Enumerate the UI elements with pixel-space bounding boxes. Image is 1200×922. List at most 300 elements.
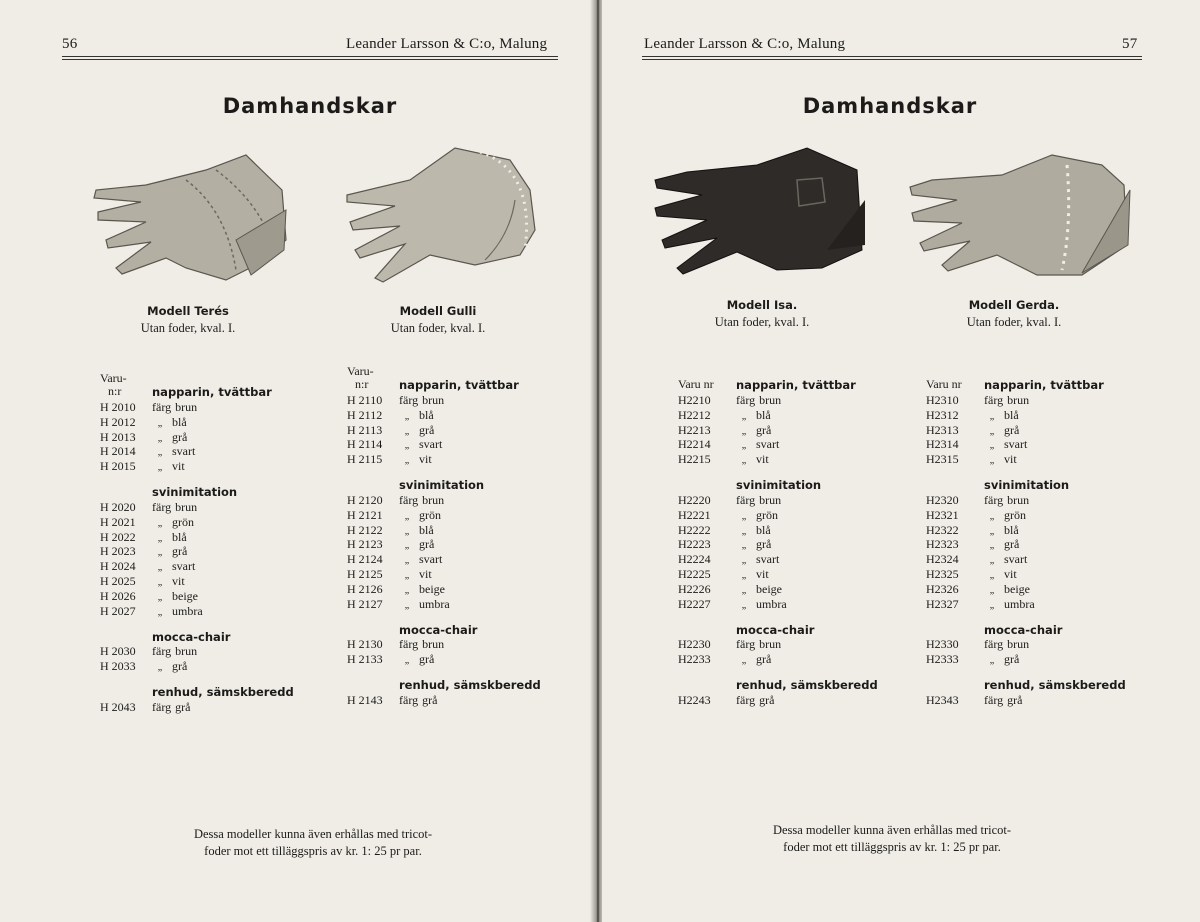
left-page — [0, 0, 596, 922]
color-prefix: färg — [736, 393, 756, 407]
item-number: H 2143 — [347, 692, 383, 707]
section-heading — [347, 621, 547, 637]
color-prefix: „ — [741, 655, 747, 667]
footnote-line: foder mot ett tilläggspris av kr. 1: 25 pr par. — [204, 844, 422, 858]
color-prefix: „ — [989, 555, 995, 567]
list-item — [347, 637, 547, 652]
list-item — [347, 652, 547, 667]
color-prefix: färg — [152, 400, 172, 414]
list-item — [926, 393, 1126, 408]
color-value: svart — [756, 552, 780, 567]
item-number: H2330 — [926, 637, 959, 652]
item-color — [984, 493, 1029, 508]
section-heading — [100, 484, 300, 500]
list-item — [347, 452, 547, 467]
list-item — [678, 408, 878, 423]
item-number: H2226 — [678, 581, 711, 596]
item-number: H 2115 — [347, 452, 383, 467]
item-number: H 2133 — [347, 652, 383, 667]
color-value: vit — [172, 459, 185, 474]
list-item — [678, 452, 878, 467]
item-number: H 2024 — [100, 559, 136, 574]
item-number-header-line: Varu nr — [678, 377, 714, 391]
item-color — [736, 393, 781, 408]
color-prefix: „ — [989, 425, 995, 437]
color-value: brun — [175, 644, 198, 659]
color-prefix: färg — [984, 393, 1004, 407]
item-number: H 2026 — [100, 588, 136, 603]
item-number: H2215 — [678, 452, 711, 467]
item-color — [152, 644, 197, 659]
section-heading — [926, 677, 1126, 693]
color-prefix: „ — [157, 432, 163, 444]
section-heading — [347, 365, 547, 393]
list-item — [926, 508, 1126, 523]
header-rule — [642, 59, 1142, 60]
color-value: blå — [172, 414, 187, 429]
right-page — [602, 0, 1200, 922]
list-item — [678, 552, 878, 567]
list-item — [678, 567, 878, 582]
item-number: H2210 — [678, 393, 711, 407]
item-color — [736, 493, 781, 508]
color-prefix: „ — [157, 417, 163, 429]
item-number-header — [678, 378, 714, 391]
list-item — [926, 452, 1126, 467]
color-value: svart — [172, 444, 196, 459]
item-color — [736, 452, 769, 469]
list-item — [926, 552, 1126, 567]
material-name: napparin, tvättbar — [152, 385, 272, 400]
item-color — [152, 400, 197, 415]
color-value: umbra — [756, 596, 787, 611]
color-prefix: „ — [404, 584, 410, 596]
color-prefix: „ — [157, 447, 163, 459]
color-value: grön — [756, 507, 778, 522]
color-prefix: „ — [157, 606, 163, 618]
list-item — [347, 693, 547, 708]
item-number: H 2043 — [100, 699, 136, 714]
material-name: renhud, sämskberedd — [984, 678, 1126, 693]
color-value: umbra — [1004, 596, 1035, 611]
item-number-header-line: n:r — [355, 377, 369, 391]
list-item — [347, 393, 547, 408]
color-value: brun — [1007, 492, 1030, 507]
color-value: blå — [419, 522, 434, 537]
footnote-line: Dessa modeller kunna även erhållas med tricot- — [193, 827, 433, 841]
item-color — [399, 637, 444, 652]
color-prefix: färg — [152, 499, 172, 514]
section-heading — [100, 628, 300, 644]
section-heading — [347, 677, 547, 693]
color-value: vit — [1004, 566, 1017, 581]
color-value: vit — [172, 573, 185, 588]
page-title: Damhandskar — [802, 94, 978, 118]
footnote-line: foder mot ett tilläggspris av kr. 1: 25 pr par. — [783, 840, 1001, 854]
item-number-header-line: Varu- — [347, 364, 374, 378]
item-number: H2233 — [678, 652, 711, 667]
section-heading — [100, 372, 300, 400]
color-value: brun — [422, 492, 445, 507]
item-number: H2225 — [678, 566, 711, 581]
item-color — [399, 652, 434, 669]
item-color — [984, 693, 1022, 708]
header-rule — [642, 56, 1142, 57]
item-number: H2313 — [926, 422, 959, 437]
list-item — [100, 400, 300, 415]
list-item — [678, 693, 878, 708]
item-number: H 2023 — [100, 544, 136, 559]
item-number: H 2030 — [100, 644, 136, 659]
item-number: H 2025 — [100, 573, 136, 588]
color-value: brun — [1007, 637, 1030, 652]
material-name: renhud, sämskberedd — [399, 678, 541, 693]
list-item — [347, 537, 547, 552]
model-description: Utan foder, kval. I. — [714, 315, 810, 329]
item-number: H2315 — [926, 452, 959, 467]
color-value: blå — [172, 529, 187, 544]
color-value: beige — [172, 588, 198, 603]
item-color — [736, 652, 771, 669]
price-list-column — [100, 372, 300, 715]
color-value: blå — [419, 407, 434, 422]
material-name: svinimitation — [736, 478, 822, 493]
item-number: H2322 — [926, 522, 959, 537]
item-number: H 2114 — [347, 437, 383, 452]
item-number: H 2033 — [100, 659, 136, 674]
list-item — [100, 644, 300, 659]
color-prefix: „ — [741, 510, 747, 522]
list-item — [100, 430, 300, 445]
item-color — [399, 597, 450, 614]
item-number: H2230 — [678, 637, 711, 652]
color-prefix: „ — [741, 540, 747, 552]
color-value: grå — [756, 652, 772, 667]
list-item — [100, 459, 300, 474]
list-item — [926, 582, 1126, 597]
list-item — [926, 437, 1126, 452]
list-item — [100, 415, 300, 430]
item-number-header-line: Varu- — [100, 371, 127, 385]
price-list-column — [926, 378, 1126, 708]
color-value: brun — [422, 393, 445, 407]
item-color — [984, 393, 1029, 408]
color-value: grå — [172, 544, 188, 559]
list-item — [100, 574, 300, 589]
page-number: 57 — [1122, 36, 1138, 52]
item-color — [152, 604, 203, 621]
model-caption-teres — [88, 304, 288, 336]
section-heading — [347, 477, 547, 493]
list-item — [926, 637, 1126, 652]
color-prefix: „ — [989, 410, 995, 422]
color-value: grå — [172, 429, 188, 444]
material-name: mocca-chair — [736, 622, 815, 637]
color-prefix: färg — [399, 393, 419, 407]
header-rule — [62, 59, 558, 60]
item-number: H 2125 — [347, 566, 383, 581]
color-value: blå — [1004, 407, 1019, 422]
color-prefix: „ — [404, 410, 410, 422]
color-prefix: „ — [404, 655, 410, 667]
list-item — [678, 537, 878, 552]
color-prefix: „ — [989, 525, 995, 537]
list-item — [678, 652, 878, 667]
color-value: brun — [1007, 393, 1030, 407]
section-heading — [926, 477, 1126, 493]
color-prefix: „ — [989, 569, 995, 581]
item-number: H 2027 — [100, 603, 136, 618]
item-number: H 2014 — [100, 444, 136, 459]
color-prefix: „ — [741, 440, 747, 452]
section-heading — [100, 684, 300, 700]
material-name: renhud, sämskberedd — [736, 678, 878, 693]
list-item — [926, 652, 1126, 667]
color-value: blå — [756, 407, 771, 422]
item-number: H2321 — [926, 507, 959, 522]
item-number: H2310 — [926, 393, 959, 407]
running-head: Leander Larsson & C:o, Malung — [346, 36, 548, 52]
item-number: H2220 — [678, 492, 711, 507]
item-number: H 2122 — [347, 522, 383, 537]
color-prefix: „ — [404, 599, 410, 611]
list-item — [678, 437, 878, 452]
color-value: beige — [419, 581, 445, 596]
color-prefix: färg — [736, 692, 756, 707]
list-item — [926, 537, 1126, 552]
item-number: H 2021 — [100, 514, 136, 529]
glove-image-isa — [647, 140, 872, 290]
list-item — [100, 559, 300, 574]
list-item — [678, 508, 878, 523]
color-prefix: „ — [989, 599, 995, 611]
color-prefix: „ — [741, 555, 747, 567]
item-number: H 2126 — [347, 581, 383, 596]
color-value: brun — [759, 637, 782, 652]
color-prefix: „ — [741, 410, 747, 422]
item-number: H2324 — [926, 552, 959, 567]
item-number: H2213 — [678, 422, 711, 437]
item-number: H2323 — [926, 537, 959, 552]
list-item — [926, 423, 1126, 438]
item-color — [399, 493, 444, 508]
color-prefix: „ — [989, 440, 995, 452]
color-prefix: färg — [736, 637, 756, 652]
item-number: H2223 — [678, 537, 711, 552]
color-value: grå — [1004, 537, 1020, 552]
color-value: vit — [756, 566, 769, 581]
color-prefix: „ — [157, 662, 163, 674]
color-prefix: färg — [399, 492, 419, 507]
color-value: grön — [172, 514, 194, 529]
color-value: grå — [419, 652, 435, 667]
footnote — [742, 822, 1042, 856]
list-item — [347, 423, 547, 438]
color-prefix: „ — [741, 455, 747, 467]
color-value: brun — [759, 393, 782, 407]
list-item — [678, 493, 878, 508]
color-value: svart — [1004, 552, 1028, 567]
color-prefix: „ — [157, 532, 163, 544]
item-number: H 2124 — [347, 552, 383, 567]
item-number: H 2130 — [347, 637, 383, 652]
item-number: H2327 — [926, 596, 959, 611]
color-value: svart — [756, 437, 780, 452]
color-value: grön — [419, 507, 441, 522]
color-value: svart — [172, 559, 196, 574]
model-name: Modell Gulli — [399, 304, 477, 318]
item-number: H 2012 — [100, 414, 136, 429]
item-number: H 2127 — [347, 596, 383, 611]
list-item — [100, 500, 300, 515]
model-description: Utan foder, kval. I. — [140, 321, 236, 335]
color-value: beige — [756, 581, 782, 596]
color-value: grå — [172, 659, 188, 674]
glove-image-teres — [86, 150, 291, 295]
list-item — [678, 423, 878, 438]
item-color — [399, 393, 444, 408]
material-name: napparin, tvättbar — [984, 378, 1104, 393]
item-number: H 2013 — [100, 429, 136, 444]
page-number: 56 — [62, 36, 78, 52]
color-value: brun — [175, 400, 198, 414]
price-list-column — [678, 378, 878, 708]
color-value: vit — [756, 452, 769, 467]
color-value: umbra — [419, 596, 450, 611]
color-value: grå — [1004, 422, 1020, 437]
item-number: H2314 — [926, 437, 959, 452]
color-prefix: „ — [404, 525, 410, 537]
color-value: grå — [1007, 692, 1023, 707]
list-item — [678, 393, 878, 408]
model-description: Utan foder, kval. I. — [966, 315, 1062, 329]
color-value: vit — [419, 452, 432, 467]
color-prefix: färg — [399, 637, 419, 652]
color-prefix: „ — [741, 599, 747, 611]
color-prefix: „ — [157, 562, 163, 574]
color-prefix: „ — [157, 462, 163, 474]
footnote-line: Dessa modeller kunna även erhållas med tricot- — [772, 823, 1012, 837]
section-heading — [678, 677, 878, 693]
item-number: H2343 — [926, 692, 959, 707]
color-value: svart — [419, 437, 443, 452]
color-value: grå — [422, 692, 438, 707]
model-name: Modell Gerda. — [968, 298, 1060, 312]
item-color — [984, 652, 1019, 669]
color-prefix: „ — [404, 440, 410, 452]
glove-image-gerda — [902, 145, 1132, 295]
list-item — [678, 597, 878, 612]
color-prefix: „ — [404, 455, 410, 467]
list-item — [347, 523, 547, 538]
model-caption-gerda — [914, 298, 1114, 330]
material-name: svinimitation — [984, 478, 1070, 493]
section-heading — [678, 477, 878, 493]
item-number: H2221 — [678, 507, 711, 522]
color-value: grå — [756, 422, 772, 437]
item-number: H 2112 — [347, 407, 383, 422]
list-item — [926, 523, 1126, 538]
item-color — [984, 597, 1035, 614]
material-name: svinimitation — [399, 478, 485, 493]
color-prefix: „ — [157, 547, 163, 559]
section-heading — [926, 378, 1126, 393]
color-prefix: „ — [404, 555, 410, 567]
list-item — [678, 582, 878, 597]
list-item — [100, 515, 300, 530]
item-number: H2333 — [926, 652, 959, 667]
color-prefix: „ — [404, 569, 410, 581]
list-item — [100, 700, 300, 715]
item-color — [736, 637, 781, 652]
color-prefix: „ — [989, 584, 995, 596]
item-color — [152, 659, 187, 676]
item-color — [984, 452, 1017, 469]
color-prefix: färg — [399, 692, 419, 707]
item-number: H 2022 — [100, 529, 136, 544]
item-color — [399, 452, 432, 469]
item-number: H 2015 — [100, 459, 136, 474]
color-prefix: „ — [404, 425, 410, 437]
list-item — [347, 408, 547, 423]
color-prefix: färg — [984, 692, 1004, 707]
list-item — [347, 582, 547, 597]
list-item — [926, 493, 1126, 508]
color-value: svart — [1004, 437, 1028, 452]
list-item — [100, 530, 300, 545]
header-rule — [62, 56, 558, 57]
page-title: Damhandskar — [222, 94, 398, 118]
item-number: H2325 — [926, 566, 959, 581]
item-color — [152, 500, 197, 515]
item-color — [736, 597, 787, 614]
item-number-header — [100, 372, 127, 398]
color-prefix: „ — [989, 540, 995, 552]
list-item — [926, 597, 1126, 612]
color-value: grå — [756, 537, 772, 552]
color-value: svart — [419, 552, 443, 567]
item-color — [984, 637, 1029, 652]
color-value: grå — [759, 692, 775, 707]
color-prefix: „ — [989, 655, 995, 667]
footnote — [163, 826, 463, 860]
item-number: H 2113 — [347, 422, 383, 437]
color-value: brun — [175, 499, 198, 514]
model-description: Utan foder, kval. I. — [390, 321, 486, 335]
color-prefix: färg — [152, 699, 172, 714]
material-name: renhud, sämskberedd — [152, 685, 294, 700]
color-prefix: „ — [741, 425, 747, 437]
list-item — [347, 493, 547, 508]
model-caption-gulli — [338, 304, 538, 336]
item-color — [152, 700, 190, 715]
glove-image-gulli — [335, 140, 545, 292]
item-number: H 2120 — [347, 492, 383, 507]
running-head: Leander Larsson & C:o, Malung — [644, 36, 846, 52]
material-name: napparin, tvättbar — [399, 378, 519, 393]
item-color — [399, 693, 437, 708]
section-heading — [926, 621, 1126, 637]
item-number-header — [347, 365, 374, 391]
item-number: H2312 — [926, 407, 959, 422]
list-item — [100, 659, 300, 674]
model-caption-isa — [662, 298, 862, 330]
item-number: H2224 — [678, 552, 711, 567]
color-prefix: „ — [741, 584, 747, 596]
color-prefix: „ — [157, 576, 163, 588]
list-item — [347, 508, 547, 523]
list-item — [678, 523, 878, 538]
